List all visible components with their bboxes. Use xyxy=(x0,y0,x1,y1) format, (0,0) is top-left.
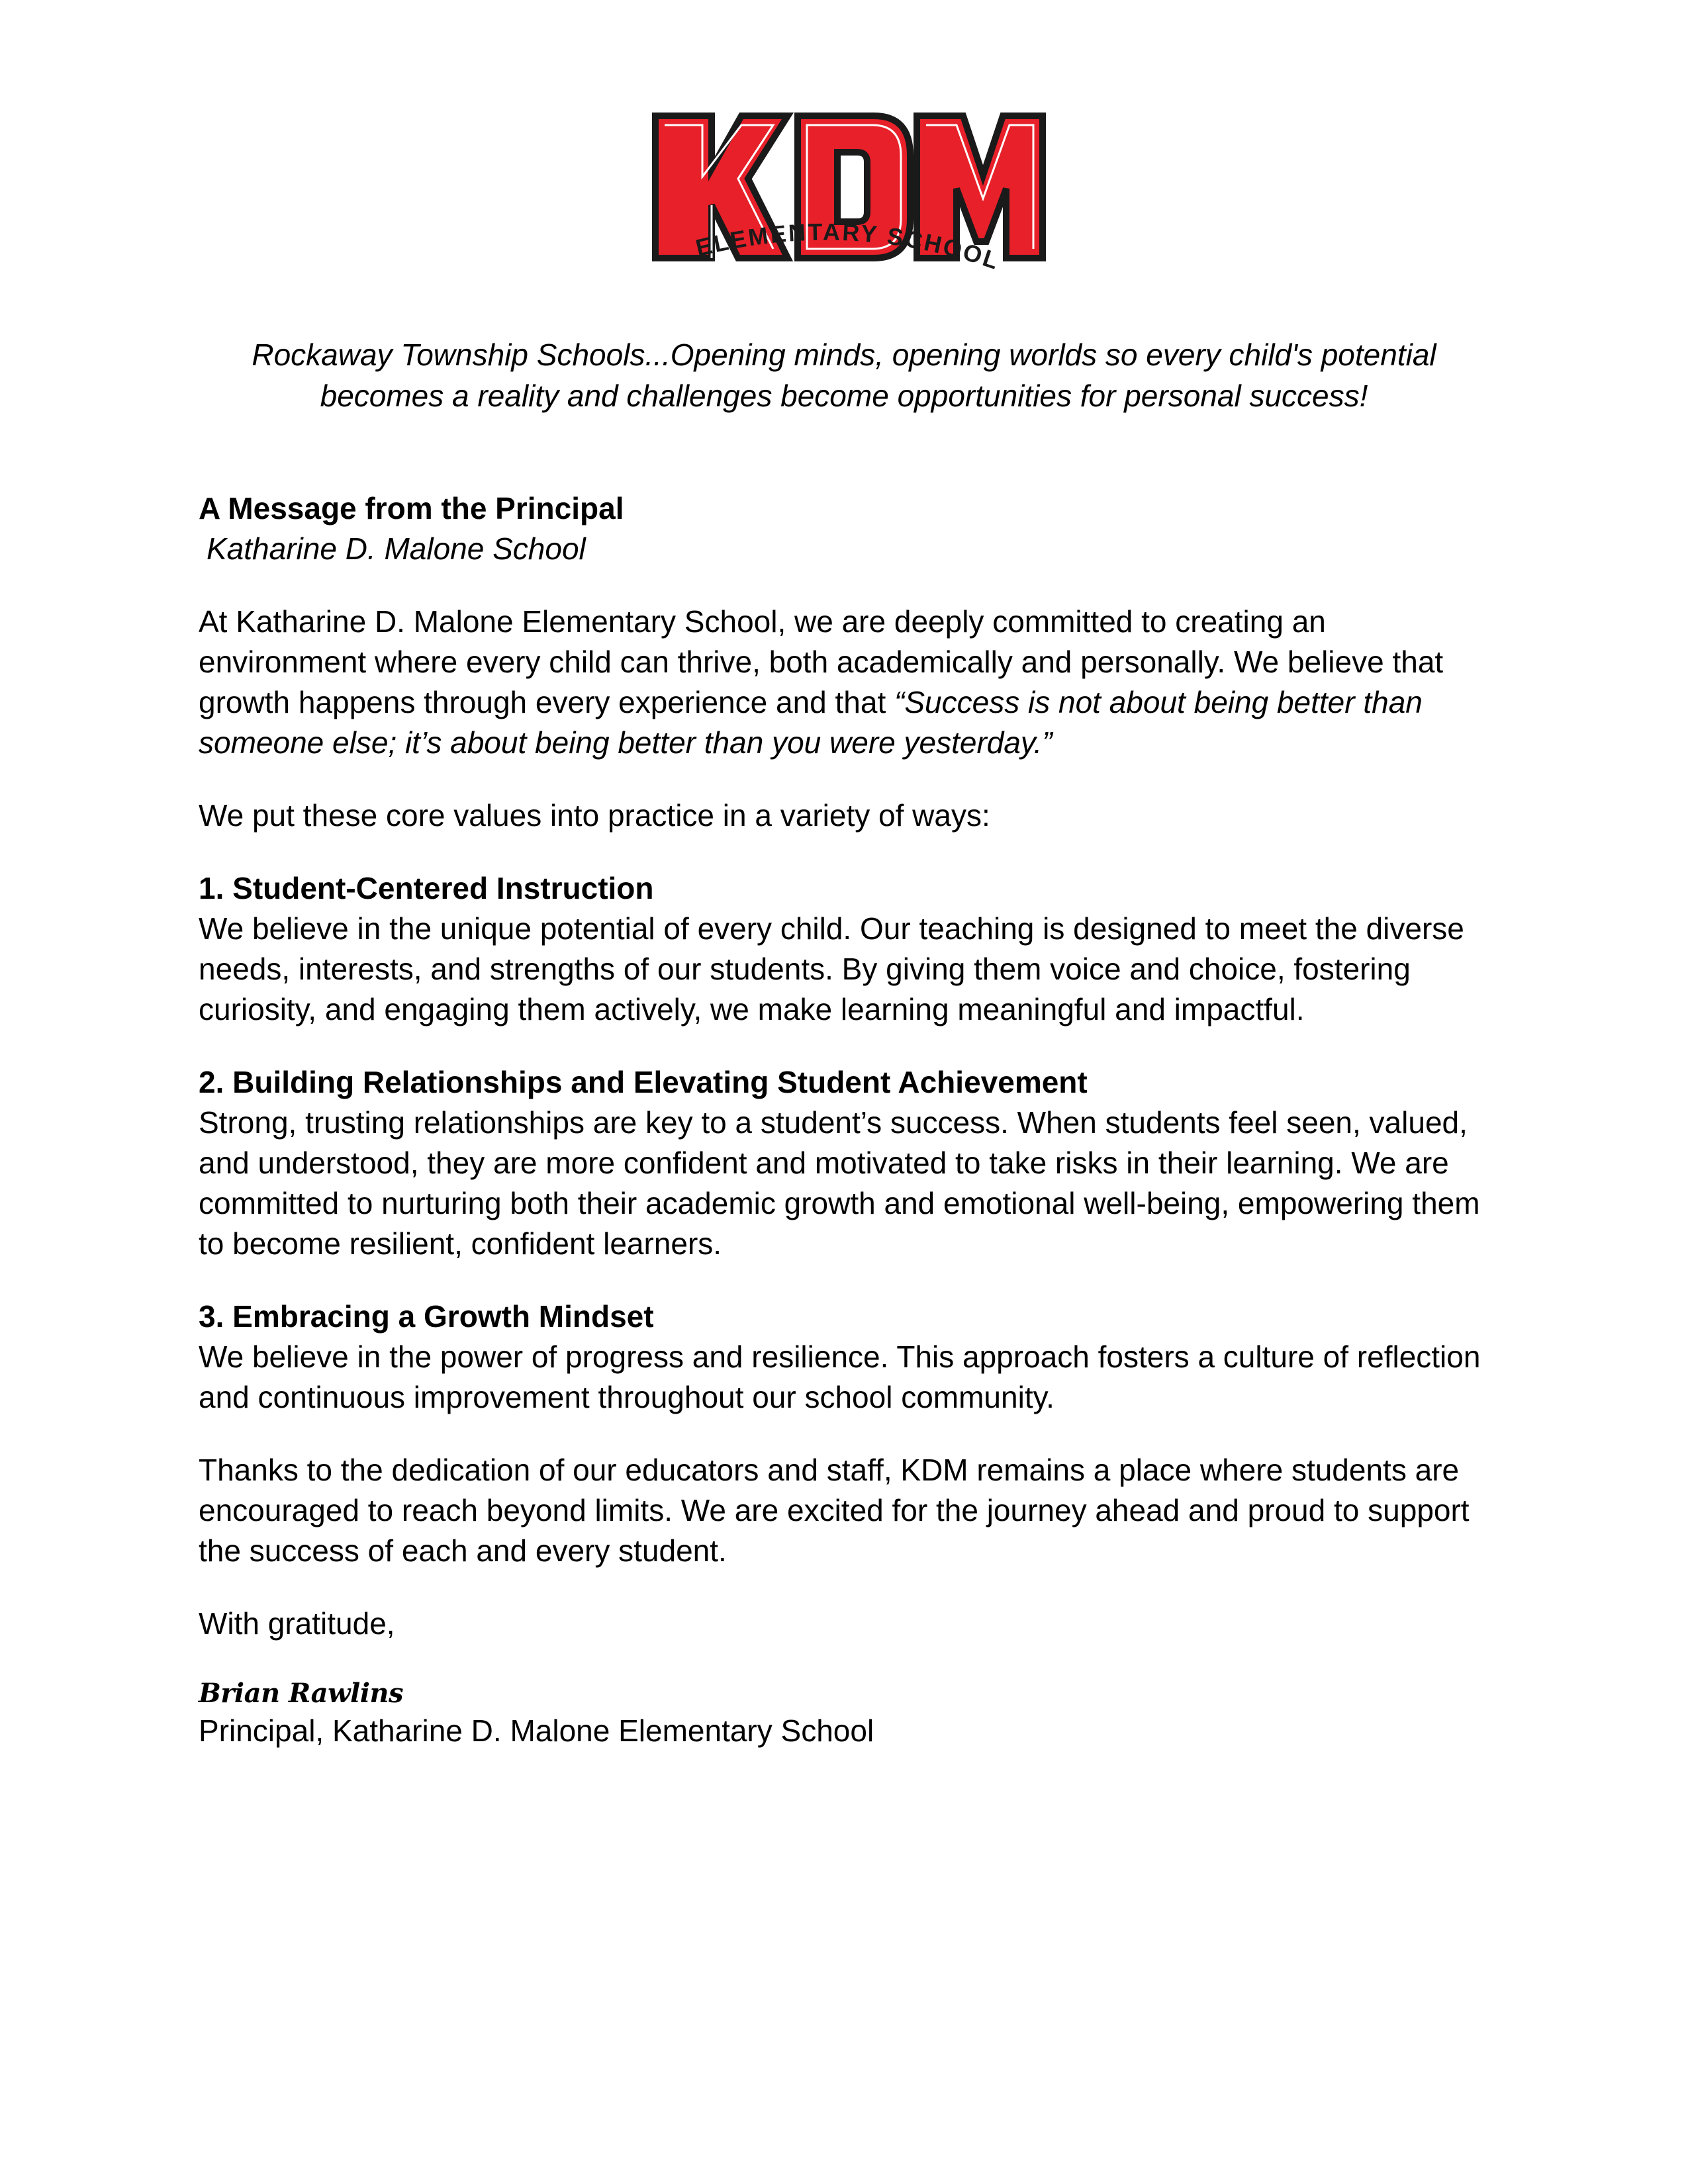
values-intro: We put these core values into practice in a variety of ways: xyxy=(199,798,990,833)
section-heading-1: 1. Student-Centered Instruction xyxy=(199,871,654,905)
message-title: A Message from the Principal xyxy=(199,491,624,525)
intro-text: At Katharine D. Malone Elementary School, we are deeply committed to creating an environment where every child can thrive, both academically and personally. We believe that growth happens through every experience and that xyxy=(199,604,1444,719)
signoff: With gratitude, xyxy=(199,1606,395,1641)
signature: Brian Rawlins xyxy=(199,1678,404,1709)
school-name: Katharine D. Malone School xyxy=(207,531,586,566)
section-heading-2: 2. Building Relationships and Elevating Student Achievement xyxy=(199,1065,1088,1099)
section-body-3: We believe in the power of progress and resilience. This approach fosters a culture of reflection and continuous improvement throughout our school community. xyxy=(199,1340,1481,1414)
intro-paragraph xyxy=(199,602,1496,763)
signer-title: Principal, Katharine D. Malone Elementary School xyxy=(199,1713,874,1748)
section-body-2: Strong, trusting relationships are key to a student’s success. When students feel seen, valued, and understood, they are more confident and motivated to take risks in their learning. We are committed to nurturing both their academic growth and emotional well-being, empowering them to become resilient, confident learners. xyxy=(199,1105,1480,1261)
principal-message xyxy=(199,488,1496,1751)
district-tagline xyxy=(199,334,1489,416)
logo-subtitle: ELEMENTARY SCHOOL xyxy=(692,218,1004,275)
closing-paragraph: Thanks to the dedication of our educators and staff, KDM remains a place where students are encouraged to reach beyond limits. We are excited for the journey ahead and proud to support the success of each and every student. xyxy=(199,1453,1470,1568)
school-logo xyxy=(649,89,1046,288)
section-body-1: We believe in the unique potential of every child. Our teaching is designed to meet the diverse needs, interests, and strengths of our students. By giving them voice and choice, fostering curiosity, and engaging them actively, we make learning meaningful and impactful. xyxy=(199,911,1464,1026)
section-heading-3: 3. Embracing a Growth Mindset xyxy=(199,1299,654,1334)
intro-quote: “Success is not about being better than someone else; it’s about being better than you were yesterday.” xyxy=(199,685,1423,760)
tagline-line-2: becomes a reality and challenges become opportunities for personal success! xyxy=(320,379,1368,413)
tagline-line-1: Rockaway Township Schools...Opening minds, opening worlds so every child's potential xyxy=(252,338,1436,372)
